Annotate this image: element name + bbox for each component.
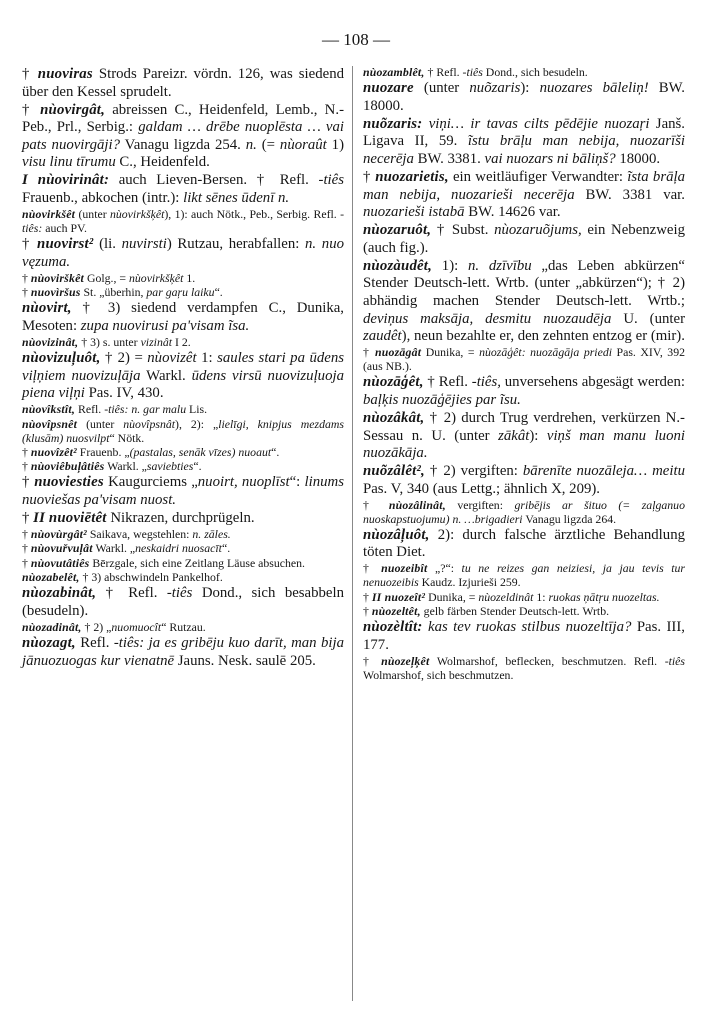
dictionary-entry <box>363 374 685 409</box>
left-column <box>22 66 344 671</box>
example-text: -tiês: <box>22 206 344 235</box>
entry-text: † <box>22 510 34 527</box>
headword: nùovùrgât² <box>30 527 87 541</box>
entry-text: ) Rutzau, herabfallen: <box>166 236 306 253</box>
dictionary-entry <box>363 619 685 654</box>
headword: nùozeļķêt <box>381 653 430 668</box>
example-text: linums nuoviešas pa'visam nuost. <box>22 474 344 509</box>
headword: nùoviêbuļâtiês <box>30 459 105 474</box>
entry-text: auch Lieven-Bersen. † Refl. <box>109 172 319 189</box>
entry-text: Vanagu ligzda 254. <box>120 136 246 153</box>
entry-text: ein weitläufiger Verwandter: <box>448 169 628 186</box>
example-text: nuozarieši istabā <box>363 204 465 221</box>
entry-text: Warkl. <box>140 367 192 384</box>
example-text: nuozares bāleliņ! <box>539 80 649 97</box>
dictionary-entry <box>22 621 344 635</box>
entry-text: † <box>22 459 31 474</box>
entry-text: ), 1): auch Nötk., Peb., Serbig. Refl. <box>164 206 341 221</box>
entry-text: † 3) abschwindeln Pankelhof. <box>79 569 223 584</box>
entry-text: † <box>363 169 376 186</box>
example-text: saviebties <box>146 459 194 474</box>
example-text: neskaidri nuosacīt <box>135 541 222 556</box>
example-text: -tiês: n. gar malu <box>104 402 187 417</box>
headword: nùovirkšêt <box>22 206 76 221</box>
example-text: (pastalas, senāk vīzes) nuoaut <box>129 444 272 459</box>
example-text: -tiês <box>462 65 483 79</box>
entry-text: BW. 3381 var. <box>574 186 685 203</box>
entry-text: Lis. <box>186 402 208 417</box>
dictionary-entry <box>22 66 344 101</box>
example-text: ruokas ņātŗu nuozeltas. <box>548 589 660 604</box>
dictionary-entry <box>22 571 344 585</box>
entry-text: C., Heidenfeld. <box>115 154 210 171</box>
entry-text: † <box>363 653 382 668</box>
dictionary-entry <box>363 258 685 346</box>
entry-text: † <box>22 285 31 299</box>
entry-text: ein Nebenzweig (auch fig.). <box>363 222 685 256</box>
headword: nùozâkât, <box>363 409 425 426</box>
example-text: -tiês <box>664 653 685 668</box>
entry-text: † Subst. <box>431 222 495 239</box>
entry-text: „?“: <box>427 561 462 576</box>
headword: nùozagt, <box>22 635 76 652</box>
headword: nùovizuļuôt, <box>22 350 101 367</box>
entry-text: † Refl. <box>423 374 472 391</box>
example-text: n. <box>245 136 257 153</box>
entry-text: † 3) s. unter <box>78 334 141 349</box>
headword: nùozabinât, <box>22 585 97 602</box>
example-text: galdam … drēbe nuoplēsta … vai pats nuovirgāji? <box>22 119 344 153</box>
entry-text: auch PV. <box>42 220 87 235</box>
example-text: -tiês, <box>471 374 501 391</box>
entry-text: † 2) = <box>100 350 148 367</box>
entry-text: 18000. <box>615 151 661 168</box>
entry-text: (unter <box>77 416 124 431</box>
entry-text: Wolmarshof, sich beschmutzen. <box>363 667 514 682</box>
example-text: vai nuozars ni bāliņš? <box>484 151 616 168</box>
example-text: ĩstu brāļu man nebija, nuozarīši necerēja <box>363 133 686 168</box>
headword: nuõzaris: <box>363 115 423 132</box>
entry-text: Refl. <box>75 635 114 652</box>
headword: nuozarietis, <box>375 169 449 186</box>
headword: nùozeltêt, <box>371 603 421 618</box>
dictionary-entry <box>363 591 685 605</box>
dictionary-entry <box>22 528 344 542</box>
headword: nuoviesties <box>34 474 104 491</box>
entry-text: Dond., sich besabbeln (besudeln). <box>22 585 345 619</box>
entry-text: (unter <box>75 206 110 221</box>
headword: nùovirt, <box>22 300 72 317</box>
entry-text: (= <box>256 136 280 153</box>
headword: nùovirgât, <box>40 101 106 118</box>
dictionary-entry <box>22 510 344 528</box>
example-text: viņš man manu luoni nuozākāja. <box>363 427 685 462</box>
headword: nuozare <box>363 80 414 97</box>
dictionary-entry <box>22 557 344 571</box>
entry-text: † <box>22 444 31 459</box>
example-text: nuõzaris <box>469 80 521 97</box>
dictionary-entry <box>363 410 685 463</box>
entry-text: Janš. Ligava II, 59. <box>363 115 685 150</box>
dictionary-entry <box>22 403 344 417</box>
headword: II nuozeît² <box>371 589 426 604</box>
entry-text: † 2) „ <box>81 619 112 634</box>
headword: nùozaruôt, <box>363 222 432 239</box>
column-divider <box>352 66 353 1001</box>
example-text: nùovirkšķêt <box>129 270 184 285</box>
entry-text: “. <box>271 444 280 459</box>
dictionary-entry <box>22 208 344 236</box>
dictionary-entry <box>22 102 344 172</box>
headword: nùovîkstît, <box>22 402 76 417</box>
entry-text: (li. <box>93 236 122 253</box>
entry-text: Frauenb., abkochen (intr.): <box>22 189 184 206</box>
entry-text: † <box>22 527 31 541</box>
entry-text: Kaugurciems „ <box>103 474 198 491</box>
dictionary-entry <box>22 272 344 286</box>
entry-text: † <box>363 589 372 604</box>
headword: nuovirst² <box>37 236 94 253</box>
dictionary-entry <box>363 346 685 374</box>
headword: nùovuřvuļât <box>30 541 93 556</box>
entry-text: † <box>22 541 31 556</box>
dictionary-entry <box>363 463 685 498</box>
example-text: nuomuocît <box>111 619 162 634</box>
entry-text: Pas. IV, 430. <box>84 385 164 402</box>
entry-text: gelb färben Stender Deutsch-lett. Wrtb. <box>420 603 610 618</box>
headword: nùozabelêt, <box>22 569 80 584</box>
headword: nuõzâlêt², <box>363 463 425 480</box>
dictionary-entry <box>22 418 344 446</box>
entry-text: † <box>22 474 35 491</box>
entry-text: 1: <box>196 350 218 367</box>
entry-text: † <box>22 101 41 118</box>
entry-text: † 3) siedend verdampfen C., Dunika, Mesoten: <box>22 300 344 334</box>
entry-text: ), neun bezahlte er, den zehnten entzog er (mir). <box>401 328 685 345</box>
example-text: nùoraût <box>279 136 327 153</box>
dictionary-entry <box>22 350 344 403</box>
entry-text: Pas. III, 177. <box>363 619 685 653</box>
entry-text: † <box>22 236 38 253</box>
headword: nùozèltît: <box>363 619 423 636</box>
entry-text: BW. 14626 var. <box>464 204 561 221</box>
entry-text: † <box>363 345 375 360</box>
entry-text: Dunika, = <box>425 589 479 604</box>
example-text: nùovizêt <box>147 350 197 367</box>
example-text: n. nuo vęzuma. <box>22 236 344 270</box>
entry-text: Wolmarshof, beflecken, beschmutzen. Refl. <box>429 653 665 668</box>
example-text: par gaŗu laiku <box>146 285 215 299</box>
example-text: nùovîpsnât <box>123 416 176 431</box>
entry-text: † 2) durch Trug verdrehen, verkürzen N.-Sessau n. U. (unter <box>363 409 685 444</box>
entry-text: 1) <box>326 136 345 153</box>
headword: nuozāgât <box>375 345 422 360</box>
headword: nùozamblêt, <box>363 65 425 79</box>
entry-text: “. <box>214 285 223 299</box>
example-text: likt sēnes ūdenī n. <box>183 189 290 206</box>
example-text: vizinât <box>140 334 173 349</box>
dictionary-entry <box>22 460 344 474</box>
entry-text: Warkl. „ <box>104 459 147 474</box>
example-text: deviņus maksāja, desmitu nuozaudēja <box>363 310 612 327</box>
entry-text: † <box>22 555 31 570</box>
entry-text: BW. 18000. <box>363 80 685 114</box>
example-text: n. dzīvību <box>468 257 532 274</box>
headword: I nùovirinât: <box>22 172 110 189</box>
entry-text: † Refl. <box>424 65 463 79</box>
example-text: lielīgi, knipjus mezdams (klusām) nuosvilpt <box>22 416 344 445</box>
example-text: ĩsta brāļa man nebija, nuozarieši necerēja <box>363 169 685 203</box>
example-text: zākât <box>498 427 530 444</box>
dictionary-entry <box>22 474 344 509</box>
entry-text: (unter <box>413 80 470 97</box>
headword: nùovutâtiês <box>30 555 90 570</box>
example-text: nùozeldinât <box>478 589 534 604</box>
entry-text: 2): durch falsche ärztliche Behandlung töten Diet. <box>363 526 685 561</box>
example-text: nùozāģêt: nuozāgāja priedi <box>479 345 612 360</box>
dictionary-entry <box>363 66 685 80</box>
dictionary-entry <box>22 236 344 271</box>
example-text: n. zāles. <box>192 527 231 541</box>
headword: nùozâļuôt, <box>363 526 430 543</box>
page-number: — 108 — <box>322 30 390 49</box>
entry-text: † <box>363 497 389 512</box>
dictionary-entry <box>363 116 685 169</box>
example-text: nuvirsti <box>121 236 167 253</box>
entry-text: „das Leben abkürzen“ Stender Deutsch-lett. Wrtb. (unter „abkürzen“); † 2) abhändig machen Stender Deutsch-lett. Wrtb.; <box>363 257 686 309</box>
example-text: visu linu tīrumu <box>22 154 116 171</box>
entry-text: “ Rutzau. <box>161 619 206 634</box>
example-text: tu ne reizes gan neiziesi, ja jau tevis tur nenuozeibis <box>363 561 686 590</box>
example-text: zupa nuovirusi pa'visam ĩsa. <box>80 317 250 334</box>
example-text: ūdens virsū nuovizuļuoja piena viļņi <box>22 367 344 402</box>
example-text: -tiês <box>318 172 344 189</box>
entry-text: ): <box>520 80 540 97</box>
right-column <box>363 66 685 683</box>
entry-text: † <box>363 561 382 576</box>
dictionary-entry <box>22 585 344 620</box>
example-text: gribējis ar šituo (= zaļganuo nuoskapstuojumu) n. …brigadieri <box>363 497 685 526</box>
dictionary-entry <box>22 542 344 556</box>
entry-text: Jauns. Nesk. saulē 205. <box>174 652 316 669</box>
headword: nùozadinât, <box>22 619 82 634</box>
entry-text: Pas. V, 340 (aus Lettg.; ähnlich X, 209). <box>363 480 601 497</box>
entry-text: St. „überhin, <box>80 285 147 299</box>
example-text: viņi… ir tavas cilts pēdējie nuozaŗi <box>428 115 650 132</box>
entry-text: I 2. <box>172 334 191 349</box>
dictionary-entry <box>363 562 685 590</box>
entry-text: Warkl. „ <box>92 541 136 556</box>
entry-text: Saikava, wegstehlen: <box>86 527 193 541</box>
dictionary-entry <box>363 527 685 562</box>
entry-text: Strods Pareizr. vördn. 126, was siedend über den Kessel sprudelt. <box>22 66 344 100</box>
headword: nùozàudêt, <box>363 257 433 274</box>
headword: nuoviras <box>37 66 93 82</box>
entry-text: ): <box>529 427 547 444</box>
example-text: nùovirkšķêt <box>109 206 165 221</box>
headword: II nuoviētêt <box>33 510 107 527</box>
entry-text: 1. <box>183 270 196 285</box>
entry-text: U. (unter <box>611 310 685 327</box>
headword: nùovizinât, <box>22 334 79 349</box>
entry-text: † <box>363 603 372 618</box>
entry-text: Pas. XIV, 392 (aus NB.). <box>363 345 685 374</box>
example-text: -tiês <box>166 585 193 602</box>
entry-text: vergiften: <box>445 497 515 512</box>
entry-text: Dunika, = <box>421 345 480 360</box>
entry-text: Frauenb. „ <box>76 444 130 459</box>
entry-text: † <box>22 270 31 285</box>
entry-text: Golg., = <box>84 270 129 285</box>
example-text: saules stari pa ūdens viļņiem nuovizuļāja <box>22 350 344 384</box>
entry-text: † <box>22 66 38 82</box>
entry-text: Nikrazen, durchprügeln. <box>106 510 255 527</box>
dictionary-entry <box>22 336 344 350</box>
headword: nùovîpsnêt <box>22 416 78 431</box>
dictionary-entry <box>363 605 685 619</box>
headword: nuovîzêt² <box>30 444 77 459</box>
headword: nùozāģêt, <box>363 374 424 391</box>
entry-text: ), 2): „ <box>175 416 219 431</box>
entry-text: 1: <box>533 589 549 604</box>
entry-text: Vanagu ligzda 264. <box>522 511 617 526</box>
entry-text: Kaudz. Izjurieši 259. <box>418 575 521 590</box>
dictionary-entry <box>363 222 685 257</box>
example-text: nuoirt, nuoplīst <box>197 474 290 491</box>
entry-text: Dond., sich besudeln. <box>482 65 588 79</box>
dictionary-entry <box>363 80 685 115</box>
dictionary-entry <box>22 172 344 207</box>
entry-text: † Refl. <box>96 585 167 602</box>
entry-text: † 2) vergiften: <box>424 463 523 480</box>
entry-text: “: <box>289 474 305 491</box>
headword: nuozeibît <box>381 561 428 576</box>
entry-text: BW. 3381. <box>413 151 485 168</box>
entry-text: “. <box>221 541 231 556</box>
dictionary-entry <box>22 300 344 335</box>
entry-text: unversehens abgesägt werden: <box>500 374 685 391</box>
entry-text: “ Nötk. <box>109 430 145 445</box>
entry-text: abreissen C., Heidenfeld, Lemb., N.-Peb., Prl., Serbig.: <box>22 101 344 136</box>
example-text: bārenīte nuozāleja… meitu <box>522 463 685 480</box>
headword: nùovirškêt <box>30 270 84 285</box>
entry-text: Refl. <box>75 402 105 417</box>
dictionary-entry <box>363 499 685 527</box>
example-text: nùozaruõjums, <box>494 222 582 239</box>
dictionary-entry <box>363 169 685 222</box>
entry-text: “. <box>193 459 202 474</box>
example-text: zaudêt <box>363 328 402 345</box>
dictionary-entry <box>22 635 344 670</box>
example-text: -tiês: ja es gribēju kuo darīt, man bija jānuozuogas kur vienatnē <box>22 635 344 669</box>
example-text: baļķis nuozāģējies par ĩsu. <box>363 391 521 408</box>
dictionary-entry <box>22 286 344 300</box>
dictionary-entry <box>22 446 344 460</box>
headword: nuovìršus <box>30 285 81 299</box>
headword: nùozâlinât, <box>388 497 446 512</box>
example-text: kas tev ruokas stilbus nuozeltīja? <box>428 619 632 636</box>
dictionary-entry <box>363 655 685 683</box>
entry-text: 1): <box>432 257 469 274</box>
entry-text: Bērzgale, sich eine Zeitlang Läuse absuchen. <box>89 555 305 570</box>
